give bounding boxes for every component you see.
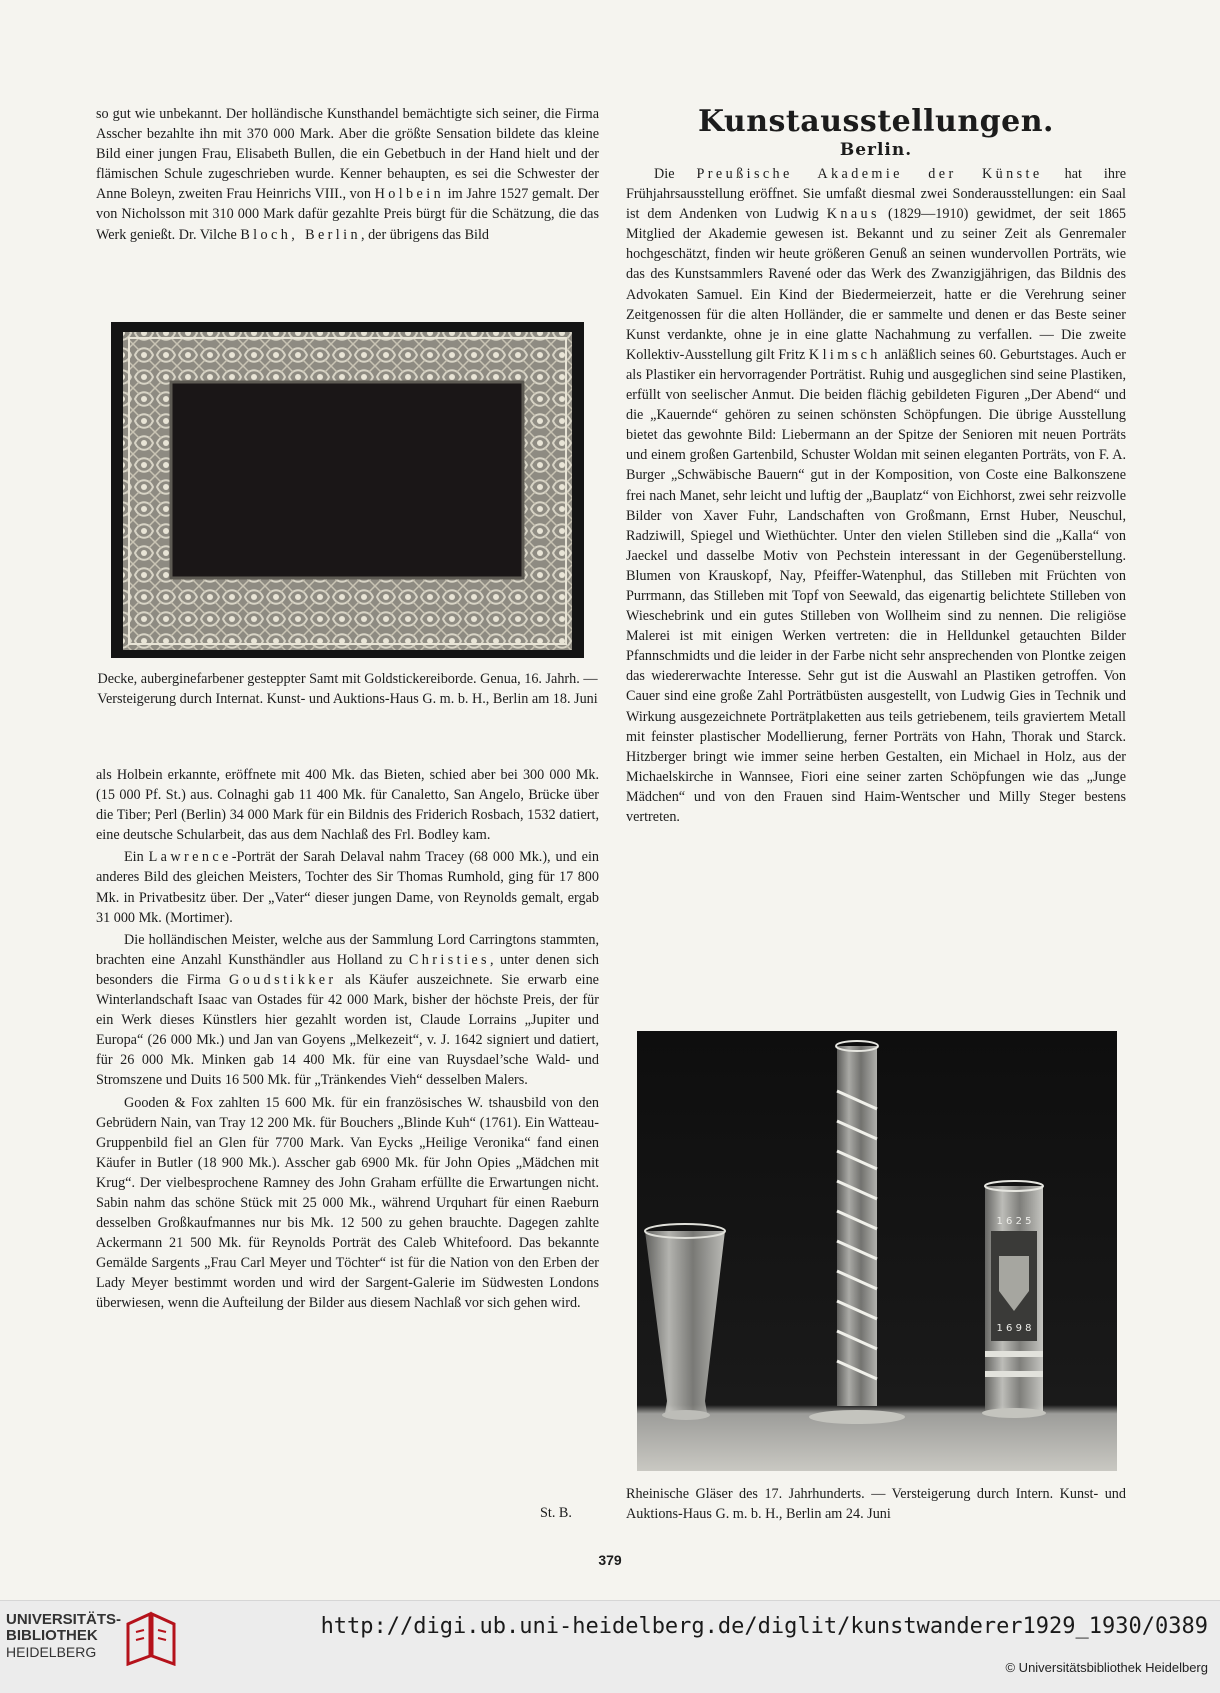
text-run: Die holländischen Meister, welche aus der Sammlung Lord Carringtons stammten, brachten eine Anzahl Kunsthändler aus Holland zu [96,931,599,968]
glass-mark-right: 1 6 9 8 [996,1323,1032,1334]
text-run: Ein [124,849,149,866]
paragraph [626,164,1126,827]
spaced-name: Goudstikker [229,971,337,988]
right-column [626,164,1126,827]
paragraph [96,1093,599,1314]
spaced-name: Lawrence [148,849,232,866]
spaced-name: Christies [408,951,490,968]
caption-glasses: Rheinische Gläser des 17. Jahrhunderts. — Versteigerung durch Intern. Kunst- und Auktions-Haus G. m. b. H., Berlin am 24. Juni [626,1486,1126,1522]
text-run: im Jahre 1527 gemalt. Der von Nicholsson mit 310 000 Mark dafür gezahlte Preis bürgt für die Schätzung, die das Werk genießt. Dr. Vilche [96,186,599,243]
spaced-name: Knaus [826,206,880,223]
text-run: als Holbein erkannte, eröffnete mit 400 Mk. das Bieten, schied aber bei 300 000 Mk. (15 000 Pf. St.) aus. Colnaghi gab 11 400 Mk. für Canaletto, San Angelo, Brücke über die Tiber; Perl (Berlin) 34 000 Mark für ein Bildnis des Friderich Rosbach, 1532 datiert, eine deutsche Schularbeit, das aus dem Nachlaß des Frl. Bodley kam. [96,767,599,844]
text-run: Gooden & Fox zahlten 15 600 Mk. für ein französisches W. tshausbild von den Gebrüdern Nain, van Tray 12 200 Mk. für Bouchers „Blinde Kuh“ (1761). Ein Watteau-Gruppenbild fiel an Glen für 7700 Mark. Van Eycks „Heilige Veronika“ fand einen Käufer in Butler (18 900 Mk.). Asscher gab 6900 Mk. für John Opies „Mädchen mit Krug“. Der vielbesprochene Ramney des John Graham erfüllte die Erwartungen nicht. Sabin nahm das schöne Stück mit 25 000 Mk., während Urquhart für einen Raeburn desselben Großkaufmannes nur bis Mk. 12 500 zu gehen brauchte. Dagegen zahlte Ackermann 21 500 Mk. für Reynolds Porträt des Caleb Whitefoord. Das bekannte Gemälde Sargents „Frau Carl Meyer und Töchter“ ist für die Nation von den Erben der Lady Meyer bestimmt worden und wird der Sargent-Galerie im Südwesten Londons überwiesen, wenn die Aufteilung der Bilder aus diesem Nachlaß vor sich gehen wird. [96,1094,599,1312]
text-run: Die [654,166,697,182]
text-run: anläßlich seines 60. Geburtstages. Auch er als Plastiker ein hervorragender Porträtist. Ruhig und ausgeglichen sind seine Plastiken, erfüllt von seelischer Anmut. Die beiden flächig gebildeten Figuren „Der Abend“ und die „Kauernde“ gehören zu seinen schönsten Schöpfungen. Die übrige Ausstellung bietet das gewohnte Bild: Liebermann an der Spitze der Senioren mit neuen Porträts und einem großen Gartenbild, Schuster Woldan mit seinen eleganten Porträts, von F. A. Burger „Schwäbische Bauern“ gut in der Komposition, von Coste eine Balkonszene frei nach Manet, sehr leicht und luftig der „Bauplatz“ von Eichhorst, zwei sehr reizvolle Bilder von Xaver Fuhr, Landschaften von Großmann, Ernst Huber, Neuschul, Radziwill, Spiegel und Wiethüchter. Unter den vielen Stilleben sind die „Kalla“ von Jaeckel und dasselbe Motiv von Pechstein interessant in der Gegenüberstellung. Blumen von Krauskopf, Nay, Pfeiffer-Watenphul, das Stilleben mit Früchten von Purrmann, das Stilleben mit Topf von Seewald, das eigenartig belichtete Stilleben von Wieschebrink und ein gutes Stilleben von Wollheim sind zu nennen. Die religiöse Malerei ist mit einigen Werken vertreten: die in Helldunkel getauchten Bilder Pfannschmidts und die leider in der Farbe nicht sehr ansprechenden von Plontke zeigen das wiedererwachte Interesse. Sehr gut ist die Auswahl an Plastiken getroffen. Von Cauer sind eine große Zahl Porträtbüsten ausgestellt, von Ludwig Gies in Technik und Wirkung ausgezeichnete Porträtplaketten aus teils getriebenem, teils graviertem Metall mit feinster plastischer Modellierung, ferner Porträts von Hahn, Thorak und Starck. Hitzberger bringt wie immer seine herben Gestalten, ein Michael in Holz, aus der Michaelskirche in Wannsee, Fiori eine seiner zarten Schöpfungen wie das „Junge Mädchen“ und von den Frauen sind Haim-Wentscher und Milly Steger bestens vertreten. [626,346,1126,825]
section-subtitle: Berlin. [839,140,913,160]
section-title: Kunstausstellungen. [698,104,1054,139]
library-name [6,1612,121,1660]
paragraph [96,765,599,845]
glass-mark-left: 1 6 2 5 [996,1216,1032,1227]
library-name-line3: HEIDELBERG [6,1644,97,1660]
left-column-bottom [96,765,599,1314]
paragraph [96,104,599,245]
paragraph [96,930,599,1091]
source-url-link[interactable]: http://digi.ub.uni-heidelberg.de/diglit/kunstwanderer1929_1930/0389 [320,1614,1208,1639]
text-run: (1829—1910) gewidmet, der seit 1865 Mitglied der Akademie gewesen ist. Bekannt und zu seiner Zeit als Genremaler hochgeschätzt, finden wir heute größeren Genuß an seinen wundervollen Porträts, wie das des Kunstsammlers Ravené oder das Werk des Zwanzigjährigen, das Bildnis des Advokaten Samuel. Ein Kind der Biedermeierzeit, hatte er die Verehrung seiner Zeitgenossen für die alten Holländer, die er sammelte und denen er das Beste seiner Kunst verdankte, ohne je in eine glatte Nachahmung zu verfallen. — Die zweite Kollektiv-Ausstellung gilt Fritz [626,206,1126,363]
spaced-name: Holbein [374,186,445,203]
text-run: -Porträt der Sarah Delaval nahm Tracey (68 000 Mk.), und ein anderes Bild des gleichen Meisters, Tochter des Sir Thomas Rumhold, ging für 17 800 Mk. in Privatbesitz über. Der „Vater“ dieser jungen Dame, von Reynolds gemalt, ergab 31 000 Mk. (Mortimer). [96,849,600,926]
library-name-line1: UNIVERSITÄTS- [6,1611,122,1628]
rhenish-glasses-photo [637,1031,1117,1471]
text-run: als Käufer auszeichnete. Sie erwarb eine Winterlandschaft Isaac van Ostades für 42 000 Mark, bisher der höchste Preis, der für ein Werk dieses Künstlers hier gezahlt worden ist, Claude Lorrains „Jupiter und Europa“ (26 000 Mk.) und Jan van Goyens „Melkezeit“, v. J. 1642 signiert und datiert, für 26 000 Mk. Minken gab 14 400 Mk. für eine van Ruysdael’sche Wald- und Stromszene und Duits 16 500 Mk. für „Tränkendes Vieh“ desselben Malers. [96,971,599,1089]
paragraph [96,847,599,927]
caption-cover: Decke, auberginefarbener gesteppter Samt mit Goldstickereiborde. Genua, 16. Jahrh. — Versteigerung durch Internat. Kunst- und Auktions-Haus G. m. b. H., Berlin am 18. Juni [97,671,598,707]
spaced-name: Preußische Akademie der Künste [696,166,1043,182]
embroidered-cover-photo [111,322,584,658]
text-run: so gut wie unbekannt. Der holländische Kunsthandel bemächtigte sich seiner, die Firma Asscher bezahlte ihn mit 370 000 Mark. Aber die größte Sensation bildete das kleine Bild einer jungen Frau, Elisabeth Bullen, die ein Gebetbuch in der Hand hielt und der flämischen Schule zugeschrieben wurde. Kenner behaupten, es sei die Schwester der Anne Boleyn, zweiten Frau Heinrichs VIII., von [96,106,599,203]
library-logo-icon [122,1610,180,1666]
text-run: , unter denen sich besonders die Firma [96,951,599,988]
text-run: , der übrigens das Bild [360,226,490,243]
library-name-line2: BIBLIOTHEK [6,1627,98,1644]
page-number: 379 [598,1552,622,1568]
text-run: hat ihre Frühjahrsausstellung eröffnet. Sie umfaßt diesmal zwei Sonderausstellungen: ein Saal ist dem Andenken von Ludwig [626,166,1126,223]
spaced-name: Klimsch [808,346,881,363]
spaced-name: Bloch, Berlin [240,226,361,243]
left-column-top [96,104,599,245]
signature: St. B. [540,1505,572,1521]
copyright-notice: © Universitätsbibliothek Heidelberg [1005,1660,1208,1675]
